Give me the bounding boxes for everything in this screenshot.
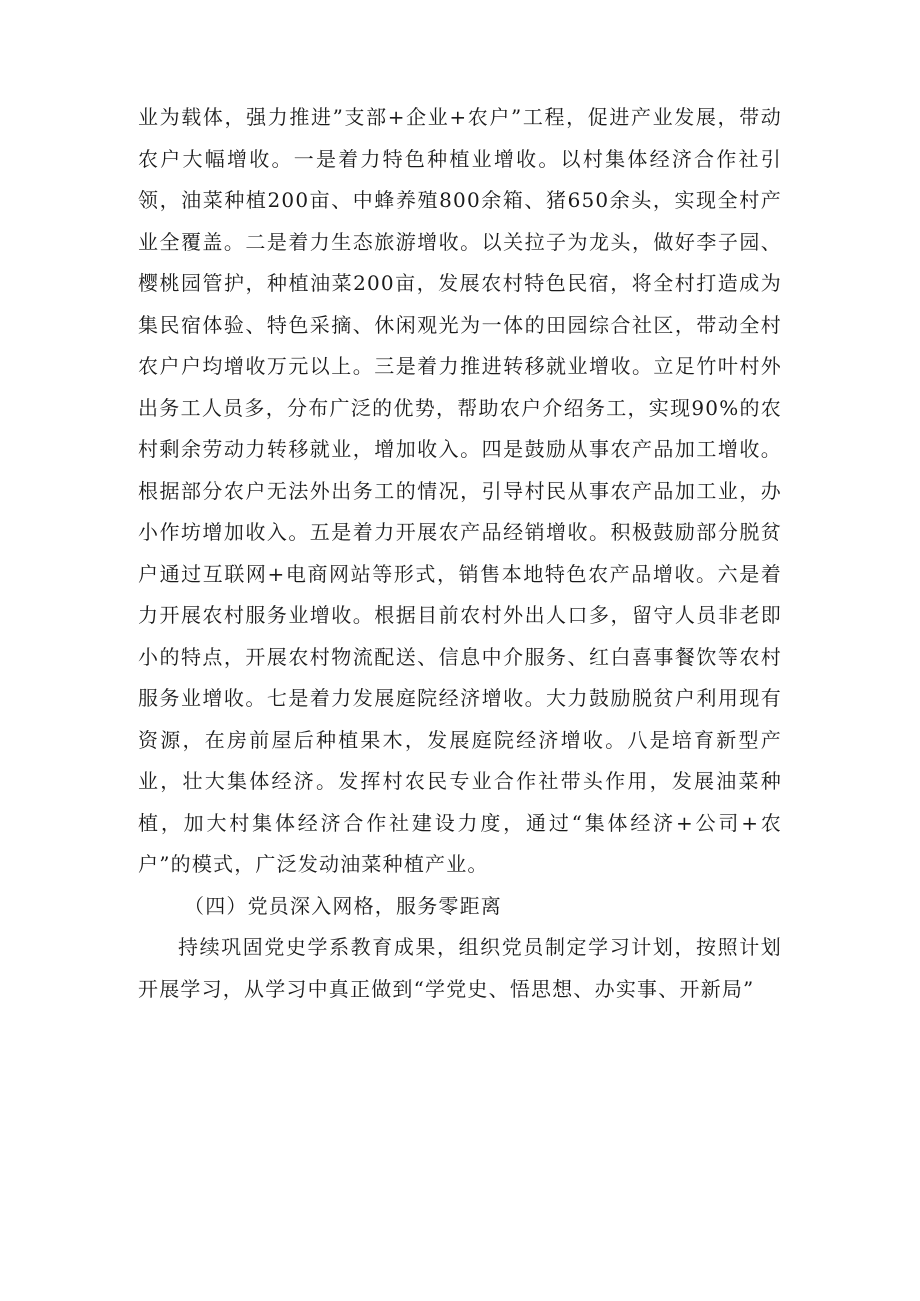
body-paragraph: 业为载体，强力推进”支部+企业+农户”工程，促进产业发展，带动农户大幅增收。一是着力特色种植业增收。以村集体经济合作社引领，油菜种植200亩、中蜂养殖800余箱、猪650余头，实现全村产业全覆盖。二是着力生态旅游增收。以关拉子为龙头，做好李子园、樱桃园管护，种植油菜200亩，发展农村特色民宿，将全村打造成为集民宿体验、特色采摘、休闲观光为一体的田园综合社区，带动全村农户户均增收万元以上。三是着力推进转移就业增收。立足竹叶村外出务工人员多，分布广泛的优势，帮助农户介绍务工，实现90%的农村剩余劳动力转移就业，增加收入。四是鼓励从事农产品加工增收。根据部分农户无法外出务工的情况，引导村民从事农产品加工业，办小作坊增加收入。五是着力开展农产品经销增收。积极鼓励部分脱贫户通过互联网+电商网站等形式，销售本地特色农产品增收。六是着力开展农村服务业增收。根据目前农村外出人口多，留守人员非老即小的特点，开展农村物流配送、信息中介服务、红白喜事餐饮等农村服务业增收。七是着力发展庭院经济增收。大力鼓励脱贫户利用现有资源，在房前屋后种植果木，发展庭院经济增收。八是培育新型产业，壮大集体经济。发挥村农民专业合作社带头作用，发展油菜种植，加大村集体经济合作社建设力度，通过“集体经济+公司+农户”的模式，广泛发动油菜种植产业。 [138,105,782,876]
section-heading: （四）党员深入网格，服务零距离 [184,893,502,918]
body-paragraph: 持续巩固党史学系教育成果，组织党员制定学习计划，按照计划开展学习，从学习中真正做到“学党史、悟思想、办实事、开新局” [138,935,782,1001]
document-body [138,97,782,1010]
